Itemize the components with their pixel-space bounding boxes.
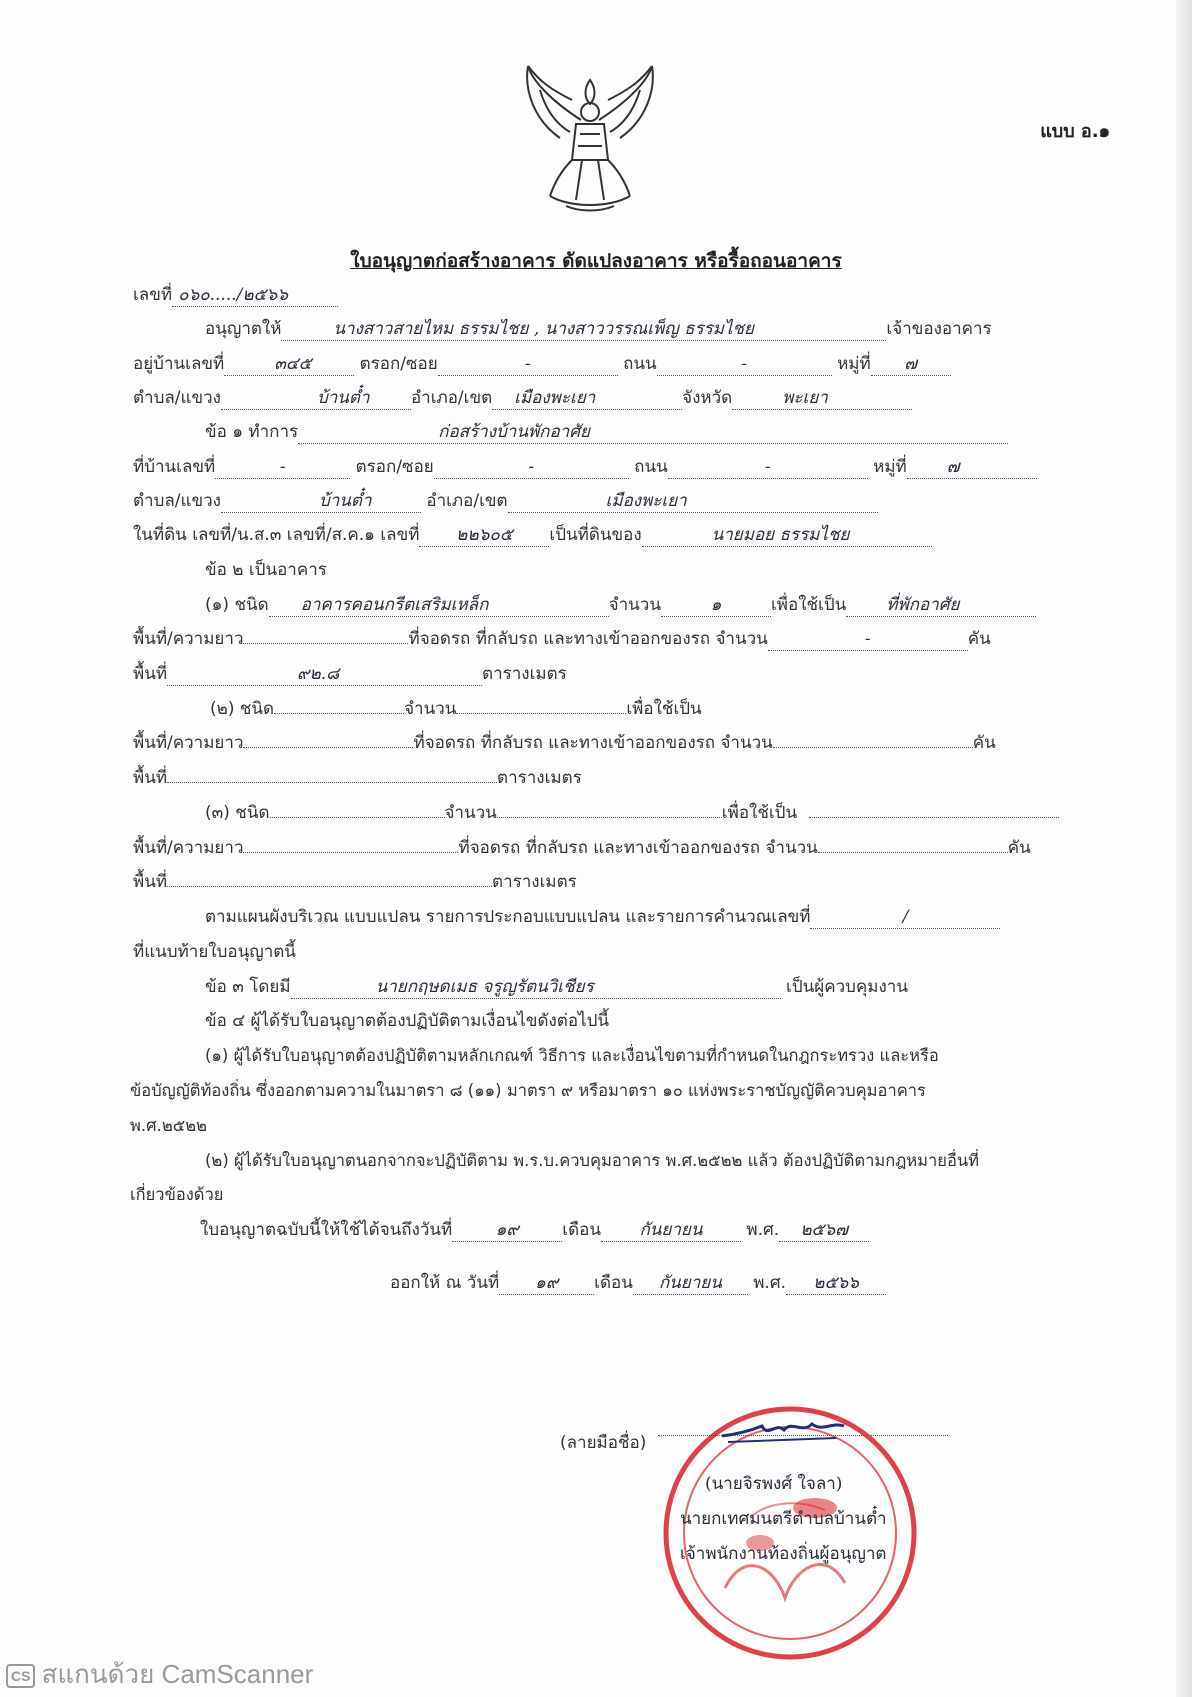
issued-row [390, 1272, 886, 1295]
clause4: ข้อ ๔ ผู้ได้รับใบอนุญาตต้องปฏิบัติตามเงื่อนไขดังต่อไปนี้ [205, 1011, 610, 1031]
b1-parking-label: ที่จอดรถ ที่กลับรถ และทางเข้าออกของรถ จำนวน [408, 629, 768, 649]
number-value: ๐๖๐...../๒๕๖๖ [172, 284, 338, 307]
alley-label: ตรอก/ซอย [359, 354, 438, 374]
alley-value: - [438, 353, 618, 376]
clause3-value: นายกฤษดเมธ จรูญรัตนวิเชียร [291, 976, 781, 999]
b1-area-len-value [243, 643, 408, 644]
clause1-value: ก่อสร้างบ้านพักอาศัย [298, 421, 1008, 444]
b1-type: อาคารคอนกรีตเสริมเหล็ก [269, 594, 609, 617]
subdistrict-label: ตำบล/แขวง [133, 388, 221, 408]
plan-text: ตามแผนผังบริเวณ แบบแปลน รายการประกอบแบบแปลน และรายการคำนวณเลขที่ [205, 907, 811, 927]
b1-parking-value: - [768, 628, 968, 651]
issued-year: ๒๕๖๖ [786, 1272, 886, 1295]
permit-to-row [205, 318, 992, 341]
building1-parking-row [133, 628, 991, 651]
site-alley-label: ตรอก/ซอย [355, 457, 434, 477]
b3-parking-value [818, 852, 1008, 853]
issued-label: ออกให้ ณ วันที่ [390, 1273, 500, 1293]
house-no-value: ๓๔๕ [224, 353, 354, 376]
road-label: ถนน [623, 354, 657, 374]
permit-to-value: นางสาวสายไหม ธรรมไชย , นางสาววรรณเพ็ญ ธรรมไชย [281, 318, 886, 341]
plan-value: / [810, 906, 1000, 929]
b2-use-label: เพื่อใช้เป็น [626, 699, 702, 719]
site-road-value: - [668, 456, 868, 479]
b1-label: (๑) ชนิด [205, 595, 269, 615]
province-value: พะเยา [732, 387, 912, 410]
camscanner-logo-icon: CS [6, 1664, 35, 1688]
document-title: ใบอนุญาตก่อสร้างอาคาร ดัดแปลงอาคาร หรือรื้อถอนอาคาร [350, 250, 842, 272]
valid-label: ใบอนุญาตฉบับนี้ให้ใช้ได้จนถึงวันที่ [200, 1220, 453, 1240]
b2-count-label: จำนวน [404, 699, 457, 719]
b2-type [274, 713, 404, 714]
land-value: ๒๒๖๐๕ [419, 524, 549, 547]
site-locality-row [133, 490, 878, 513]
province-label: จังหวัด [682, 388, 733, 408]
clause1-row [205, 421, 1008, 444]
garuda-emblem-icon [510, 60, 670, 220]
plan-row [205, 906, 1000, 929]
b3-area-len-label: พื้นที่/ความยาว [133, 838, 244, 858]
permit-to-label: อนุญาตให้ [205, 319, 282, 339]
b3-type [270, 817, 445, 818]
site-subdistrict-label: ตำบล/แขวง [133, 491, 221, 511]
building2-row [210, 698, 702, 720]
signer-position-1: นายกเทศมนตรีตำบลบ้านต๋ำ [680, 1509, 887, 1529]
valid-month-label: เดือน [562, 1220, 601, 1240]
issued-month-label: เดือน [594, 1273, 633, 1293]
owner-label: เจ้าของอาคาร [886, 319, 992, 339]
b2-parking-label: ที่จอดรถ ที่กลับรถ และทางเข้าออกของรถ จำนวน [413, 733, 773, 753]
handwritten-signature [718, 1408, 848, 1448]
building2-area-row [133, 767, 582, 789]
b1-use-label: เพื่อใช้เป็น [770, 595, 847, 615]
site-subdistrict-value: บ้านต๋ำ [221, 490, 421, 513]
b3-area-len-value [243, 852, 458, 853]
clause2-label: ข้อ ๒ เป็นอาคาร [205, 560, 327, 580]
road-value: - [657, 353, 832, 376]
b2-area-len-label: พื้นที่/ความยาว [133, 733, 244, 753]
valid-year: ๒๕๖๗ [779, 1219, 869, 1242]
valid-month: กันยายน [601, 1219, 741, 1242]
camscanner-text: สแกนด้วย CamScanner [41, 1659, 314, 1689]
signer-position-2: เจ้าพนักงานท้องถิ่นผู้อนุญาต [680, 1544, 887, 1564]
b1-car-unit: คัน [967, 629, 991, 649]
site-road-label: ถนน [634, 457, 668, 477]
locality-row [133, 387, 912, 410]
moo-value: ๗ [871, 353, 951, 376]
clause3-suffix: เป็นผู้ควบคุมงาน [786, 977, 908, 997]
b1-count: ๑ [661, 594, 771, 617]
b1-count-label: จำนวน [608, 595, 661, 615]
signature-label: (ลายมือชื่อ) [560, 1433, 647, 1453]
site-moo-label: หมู่ที่ [873, 457, 907, 477]
site-district-value: เมืองพะเยา [508, 490, 878, 513]
site-house-value: - [215, 456, 350, 479]
cond2-line2: เกี่ยวข้องด้วย [130, 1185, 224, 1204]
land-owner-value: นายมอย ธรรมไชย [642, 524, 932, 547]
building2-parking-row [133, 732, 996, 754]
b1-area-label: พื้นที่ [133, 664, 168, 684]
valid-until-row [200, 1219, 869, 1242]
b3-car-unit: คัน [1007, 838, 1031, 858]
b2-area-len-value [243, 747, 413, 748]
b3-use-label: เพื่อใช้เป็น [721, 803, 798, 823]
valid-day: ๑๙ [452, 1219, 562, 1242]
cond1-line3: พ.ศ.๒๕๒๒ [130, 1116, 207, 1135]
b1-sqm: ตารางเมตร [482, 664, 567, 684]
site-address-row [133, 456, 1037, 479]
subdistrict-value: บ้านต๋ำ [221, 387, 411, 410]
number-label: เลขที่ [133, 285, 173, 305]
b3-label: (๓) ชนิด [205, 803, 270, 823]
address-row [133, 353, 951, 376]
b3-count [497, 817, 722, 818]
b2-sqm: ตารางเมตร [497, 768, 582, 788]
b3-use [809, 817, 1059, 818]
site-house-label: ที่บ้านเลขที่ [133, 457, 216, 477]
b2-count [456, 713, 626, 714]
valid-year-label: พ.ศ. [746, 1220, 780, 1240]
site-alley-value: - [434, 456, 629, 479]
building1-area-row [133, 663, 567, 686]
b2-area-label: พื้นที่ [133, 768, 168, 788]
house-no-label: อยู่บ้านเลขที่ [133, 354, 225, 374]
building3-parking-row [133, 837, 1031, 859]
b1-area-value: ๙๒.๘ [167, 663, 482, 686]
camscanner-watermark [6, 1654, 313, 1695]
site-district-label: อำเภอ/เขต [426, 491, 508, 511]
b1-area-len-label: พื้นที่/ความยาว [133, 629, 244, 649]
clause3-row [205, 976, 908, 999]
b3-area-label: พื้นที่ [133, 872, 168, 892]
form-code: แบบ อ.๑ [1040, 121, 1110, 142]
plan-text2: ที่แนบท้ายใบอนุญาตนี้ [133, 942, 296, 962]
b2-parking-value [773, 747, 973, 748]
cond1-line2: ข้อบัญญัติท้องถิ่น ซึ่งออกตามความในมาตรา ๘ (๑๑) มาตรา ๙ หรือมาตรา ๑๐ แห่งพระราชบัญญัติควบคุมอาคาร [130, 1081, 926, 1100]
permit-number-row [133, 284, 338, 307]
cond2-line1: (๒) ผู้ได้รับใบอนุญาตนอกจากจะปฏิบัติตาม พ.ร.บ.ควบคุมอาคาร พ.ศ.๒๕๒๒ แล้ว ต้องปฏิบัติตามกฎหมายอื่นที่ [205, 1151, 980, 1170]
signer-name: (นายจิรพงศ์ ใจลา) [705, 1474, 843, 1494]
issued-month: กันยายน [633, 1272, 748, 1295]
b3-count-label: จำนวน [444, 803, 497, 823]
issued-day: ๑๙ [499, 1272, 594, 1295]
building1-row [205, 594, 1036, 617]
cond1-line1: (๑) ผู้ได้รับใบอนุญาตต้องปฏิบัติตามหลักเกณฑ์ วิธีการ และเงื่อนไขตามที่กำหนดในกฎกระทรวง และหรือ [205, 1046, 939, 1065]
land-row [133, 524, 932, 547]
district-value: เมืองพะเยา [492, 387, 682, 410]
b3-parking-label: ที่จอดรถ ที่กลับรถ และทางเข้าออกของรถ จำนวน [458, 838, 818, 858]
b3-sqm: ตารางเมตร [492, 872, 577, 892]
b2-area-value [167, 782, 497, 783]
district-label: อำเภอ/เขต [410, 388, 493, 408]
b3-area-value [167, 886, 492, 887]
b1-use: ที่พักอาศัย [846, 594, 1036, 617]
building3-area-row [133, 871, 577, 893]
moo-label: หมู่ที่ [837, 354, 871, 374]
building3-row [205, 802, 1059, 824]
land-label: ในที่ดิน เลขที่/น.ส.๓ เลขที่/ส.ค.๑ เลขที่ [133, 525, 420, 545]
issued-year-label: พ.ศ. [753, 1273, 787, 1293]
b2-car-unit: คัน [972, 733, 996, 753]
scan-page-edge [1176, 0, 1192, 1697]
b2-label: (๒) ชนิด [210, 699, 275, 719]
clause1-label: ข้อ ๑ ทำการ [205, 422, 299, 442]
clause3-label: ข้อ ๓ โดยมี [205, 977, 291, 997]
site-moo-value: ๗ [907, 456, 1037, 479]
land-owner-label: เป็นที่ดินของ [549, 525, 642, 545]
